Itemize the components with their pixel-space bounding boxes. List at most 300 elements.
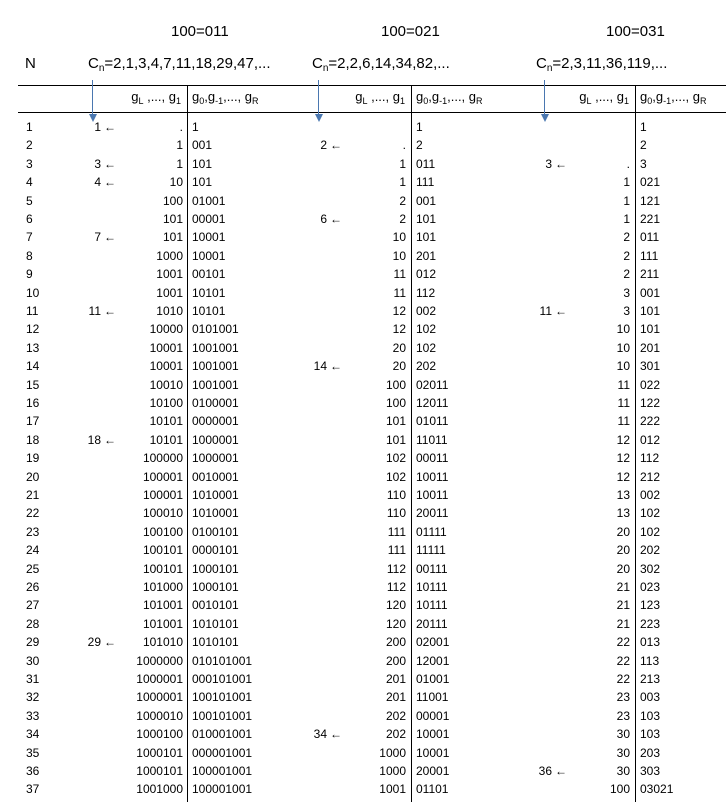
right-digits-cell: 001 — [640, 285, 661, 300]
right-digits-cell: 10101 — [192, 304, 226, 318]
right-digits-cell: 01001 — [416, 672, 450, 686]
table-row — [0, 541, 726, 559]
left-digits-cell: 10 — [392, 230, 406, 245]
table-row — [0, 155, 726, 173]
marked-value — [320, 139, 342, 151]
right-digits-cell: 1010001 — [192, 506, 239, 521]
left-digits-cell: 200 — [385, 653, 406, 668]
table-row — [0, 560, 726, 578]
left-digits-cell: 11 — [617, 414, 630, 429]
left-arrow-icon: ← — [104, 432, 116, 447]
right-digits-cell: 00101 — [192, 267, 226, 282]
left-digits-cell: 12 — [616, 451, 630, 466]
row-index: 34 — [26, 727, 40, 742]
left-digits-cell: 1 — [176, 156, 183, 171]
table-row — [0, 247, 726, 265]
left-digits-cell: 1 — [623, 175, 630, 190]
right-digits-cell: 103 — [640, 708, 661, 723]
table-row — [0, 265, 726, 283]
right-digits-cell: 100001001 — [192, 764, 253, 778]
marked-number: 4 — [94, 175, 101, 190]
table-row — [0, 394, 726, 412]
left-digits-cell: 1000010 — [136, 708, 183, 723]
left-digits-cell: 110 — [386, 506, 406, 521]
pointer-arrow-2 — [318, 80, 319, 115]
right-digits-cell: 201 — [640, 340, 661, 355]
left-digits-cell: 11 — [617, 396, 630, 410]
right-digits-cell: 101 — [192, 156, 213, 171]
table-row — [0, 707, 726, 725]
left-digits-cell: 100101 — [142, 561, 183, 576]
marked-value — [88, 636, 116, 648]
marked-number: 6 — [320, 212, 327, 226]
title-base-031: 100=031 — [606, 23, 665, 40]
right-digits-cell: 001 — [192, 138, 213, 153]
row-index: 10 — [26, 285, 40, 300]
table-row — [0, 192, 726, 210]
left-digits-cell: 1000100 — [136, 727, 183, 742]
left-digits-cell: 2 — [623, 248, 630, 263]
left-digits-cell: 1000 — [156, 248, 183, 263]
left-arrow-icon: ← — [104, 635, 116, 650]
marked-number: 11 — [539, 304, 552, 318]
left-digits-cell: 23 — [616, 690, 630, 705]
marked-value — [545, 158, 567, 170]
table-row — [0, 412, 726, 430]
right-digits-cell: 20111 — [416, 616, 448, 631]
left-arrow-icon: ← — [330, 359, 342, 374]
right-digits-cell: 0000101 — [192, 543, 239, 558]
right-digits-cell: 02011 — [416, 377, 449, 392]
left-arrow-icon: ← — [104, 156, 116, 171]
left-digits-cell: 21 — [616, 598, 630, 613]
row-index: 17 — [26, 414, 40, 429]
left-digits-cell: 12 — [392, 304, 406, 318]
right-digits-cell: 10011 — [416, 469, 449, 484]
left-digits-cell: 200 — [385, 635, 406, 650]
left-digits-cell: 101 — [385, 414, 406, 429]
right-digits-cell: 01101 — [416, 782, 449, 797]
left-digits-cell: 10010 — [149, 377, 183, 392]
right-digits-cell: 111 — [640, 248, 659, 263]
left-digits-cell: 1 — [623, 193, 630, 208]
table-row — [0, 633, 726, 651]
row-index: 35 — [26, 745, 40, 760]
left-digits-cell: 10100 — [149, 396, 183, 410]
marked-number: 11 — [88, 304, 101, 318]
row-index: 1 — [26, 120, 33, 134]
left-digits-cell: 22 — [616, 653, 630, 668]
table-row — [0, 762, 726, 780]
right-digits-cell: 102 — [640, 524, 661, 539]
marked-value — [314, 360, 342, 372]
right-digits-cell: 102 — [640, 506, 661, 521]
table-row — [0, 615, 726, 633]
left-arrow-icon: ← — [555, 156, 567, 171]
left-digits-cell: 202 — [385, 708, 406, 723]
left-digits-cell: 10 — [616, 359, 630, 374]
left-digits-cell: 1001 — [379, 782, 406, 797]
right-digits-cell: 101 — [416, 230, 437, 245]
left-digits-cell: 100101 — [142, 543, 183, 558]
table-row — [0, 357, 726, 375]
header-bottom-rule — [18, 112, 726, 113]
left-digits-cell: 11 — [393, 285, 406, 300]
right-digits-cell: 101 — [640, 304, 661, 318]
right-digits-cell: 1000001 — [192, 432, 239, 447]
right-digits-cell: 101 — [640, 322, 661, 337]
right-digits-cell: 000101001 — [192, 672, 253, 686]
header-right-digits-2: $g_0,g_{-1}$,..., $g_R$ — [416, 89, 483, 106]
right-digits-cell: 1000101 — [192, 580, 239, 594]
left-digits-cell: 1 — [623, 212, 630, 226]
left-arrow-icon: ← — [104, 175, 116, 190]
right-digits-cell: 10001 — [192, 230, 226, 245]
left-digits-cell: 22 — [616, 635, 630, 650]
left-digits-cell: 2 — [399, 193, 406, 208]
left-digits-cell: 101 — [162, 212, 183, 226]
row-index: 12 — [26, 322, 40, 337]
right-digits-cell: 2 — [640, 138, 647, 153]
left-digits-cell: . — [626, 156, 630, 171]
row-index: 26 — [26, 580, 40, 594]
marked-value — [88, 434, 116, 446]
right-digits-cell: 1 — [192, 120, 199, 134]
marked-number: 2 — [320, 138, 327, 153]
right-digits-cell: 113 — [640, 653, 660, 668]
n-label: N — [25, 55, 36, 72]
header-left-digits-2: $g_L$ ,..., $g_1$ — [355, 89, 405, 106]
row-index: 18 — [26, 432, 40, 447]
left-digits-cell: 120 — [385, 598, 406, 613]
marked-number: 7 — [94, 230, 101, 245]
row-index: 20 — [26, 469, 40, 484]
left-arrow-icon: ← — [555, 764, 567, 778]
left-digits-cell: 1000001 — [136, 690, 183, 705]
right-digits-cell: 303 — [640, 764, 661, 778]
right-digits-cell: 010101001 — [192, 653, 253, 668]
left-digits-cell: 3 — [623, 285, 630, 300]
right-digits-cell: 10101 — [192, 285, 226, 300]
left-digits-cell: 2 — [399, 212, 406, 226]
marked-number: 3 — [545, 156, 552, 171]
right-digits-cell: 223 — [640, 616, 661, 631]
table-row — [0, 670, 726, 688]
left-digits-cell: 13 — [616, 488, 630, 502]
left-digits-cell: 11 — [617, 377, 630, 392]
table-row — [0, 449, 726, 467]
row-index: 27 — [26, 598, 40, 613]
right-digits-cell: 1 — [416, 120, 423, 134]
table-row — [0, 725, 726, 743]
row-index: 5 — [26, 193, 33, 208]
row-index: 37 — [26, 782, 40, 797]
right-digits-cell: 0010101 — [192, 598, 239, 613]
right-digits-cell: 0101001 — [192, 322, 239, 337]
left-digits-cell: 102 — [385, 451, 406, 466]
row-index: 6 — [26, 212, 33, 226]
header-left-digits-3: $g_L$ ,..., $g_1$ — [579, 89, 629, 106]
left-digits-cell: 20 — [616, 543, 630, 558]
row-index: 7 — [26, 230, 33, 245]
table-row — [0, 486, 726, 504]
row-index: 8 — [26, 248, 33, 263]
table-row — [0, 431, 726, 449]
left-digits-cell: 100000 — [142, 451, 183, 466]
marked-value — [314, 728, 342, 740]
right-digits-cell: 00001 — [416, 708, 450, 723]
pointer-arrow-1 — [92, 80, 93, 115]
right-digits-cell: 102 — [416, 322, 437, 337]
left-digits-cell: 21 — [616, 616, 630, 631]
right-digits-cell: 2 — [416, 138, 423, 153]
left-digits-cell: 110 — [386, 488, 406, 502]
right-digits-cell: 201 — [416, 248, 437, 263]
left-digits-cell: 1 — [176, 138, 183, 153]
right-digits-cell: 122 — [640, 396, 661, 410]
marked-value — [539, 765, 567, 777]
left-digits-cell: 1000101 — [136, 745, 183, 760]
right-digits-cell: 0010001 — [192, 469, 239, 484]
right-digits-cell: 101 — [416, 212, 437, 226]
marked-value — [89, 305, 116, 317]
marked-number: 34 — [313, 727, 327, 742]
right-digits-cell: 02001 — [416, 635, 450, 650]
marked-number: 14 — [313, 359, 327, 374]
table-row — [0, 688, 726, 706]
left-arrow-icon: ← — [104, 120, 116, 134]
left-digits-cell: 102 — [385, 469, 406, 484]
row-index: 9 — [26, 267, 33, 282]
left-digits-cell: 101 — [162, 230, 183, 245]
table-row — [0, 376, 726, 394]
left-digits-cell: 11 — [393, 267, 406, 282]
left-digits-cell: 10 — [392, 248, 406, 263]
marked-value — [94, 158, 116, 170]
right-digits-cell: 01111 — [416, 524, 447, 539]
table-row — [0, 228, 726, 246]
right-digits-cell: 002 — [640, 488, 661, 502]
left-digits-cell: 20 — [616, 561, 630, 576]
formula-2: $C_n=2,2,6,14,34,82$,... — [312, 55, 450, 74]
left-digits-cell: . — [402, 138, 406, 153]
right-digits-cell: 12001 — [416, 653, 450, 668]
marked-number: 3 — [94, 156, 101, 171]
right-digits-cell: 12011 — [416, 396, 449, 410]
right-digits-cell: 10001 — [416, 745, 450, 760]
row-index: 23 — [26, 524, 40, 539]
right-digits-cell: 11001 — [416, 690, 449, 705]
left-digits-cell: 1 — [399, 156, 406, 171]
left-digits-cell: 101010 — [142, 635, 183, 650]
table-row — [0, 504, 726, 522]
left-digits-cell: 201 — [385, 690, 406, 705]
row-index: 11 — [26, 304, 39, 318]
table-row — [0, 780, 726, 798]
row-index: 4 — [26, 175, 33, 190]
left-arrow-icon: ← — [330, 138, 342, 153]
right-digits-cell: 213 — [640, 672, 661, 686]
row-index: 24 — [26, 543, 40, 558]
header-right-digits-3: $g_0,g_{-1}$,..., $g_R$ — [640, 89, 707, 106]
left-digits-cell: 100 — [162, 193, 183, 208]
marked-value — [94, 121, 116, 133]
right-digits-cell: 202 — [416, 359, 437, 374]
left-digits-cell: 30 — [616, 727, 630, 742]
left-arrow-icon: ← — [104, 230, 116, 245]
table-row — [0, 320, 726, 338]
left-digits-cell: 101000 — [142, 580, 183, 594]
right-digits-cell: 1000101 — [192, 561, 239, 576]
right-digits-cell: 01001 — [192, 193, 226, 208]
right-digits-cell: 203 — [640, 745, 661, 760]
right-digits-cell: 20011 — [416, 506, 449, 521]
header-right-digits-1: $g_0,g_{-1}$,..., $g_R$ — [192, 89, 259, 106]
right-digits-cell: 022 — [640, 377, 661, 392]
left-digits-cell: 12 — [616, 432, 630, 447]
right-digits-cell: 111 — [416, 175, 435, 190]
left-digits-cell: 12 — [616, 469, 630, 484]
left-digits-cell: 1 — [399, 175, 406, 190]
right-digits-cell: 0000001 — [192, 414, 239, 429]
right-digits-cell: 121 — [640, 193, 661, 208]
left-arrow-icon: ← — [555, 304, 567, 318]
left-digits-cell: 101001 — [142, 616, 183, 631]
left-digits-cell: 1010 — [156, 304, 183, 318]
left-digits-cell: 10101 — [149, 414, 183, 429]
row-index: 22 — [26, 506, 40, 521]
left-digits-cell: 1001000 — [136, 782, 183, 797]
right-digits-cell: 1010001 — [192, 488, 239, 502]
table-row — [0, 652, 726, 670]
right-digits-cell: 20001 — [416, 764, 450, 778]
left-digits-cell: 1001 — [156, 285, 183, 300]
table-row — [0, 136, 726, 154]
right-digits-cell: 001 — [416, 193, 437, 208]
right-digits-cell: 222 — [640, 414, 661, 429]
row-index: 21 — [26, 488, 40, 502]
left-digits-cell: 100001 — [142, 488, 183, 502]
left-digits-cell: 10001 — [149, 359, 183, 374]
right-digits-cell: 012 — [416, 267, 437, 282]
table-row — [0, 284, 726, 302]
right-digits-cell: 00111 — [416, 561, 448, 576]
marked-value — [540, 305, 567, 317]
row-index: 25 — [26, 561, 40, 576]
right-digits-cell: 1010101 — [192, 635, 239, 650]
marked-number: 18 — [87, 432, 101, 447]
left-digits-cell: 100 — [385, 396, 406, 410]
right-digits-cell: 011 — [416, 156, 436, 171]
right-digits-cell: 10011 — [416, 488, 449, 502]
right-digits-cell: 11011 — [416, 432, 448, 447]
left-digits-cell: 10 — [616, 340, 630, 355]
left-digits-cell: 10000 — [149, 322, 183, 337]
left-digits-cell: 1000 — [379, 764, 406, 778]
left-digits-cell: 20 — [392, 359, 406, 374]
marked-number: 36 — [538, 764, 552, 778]
right-digits-cell: 021 — [640, 175, 661, 190]
left-digits-cell: 100 — [609, 782, 630, 797]
right-digits-cell: 112 — [640, 451, 660, 466]
left-digits-cell: 1000101 — [136, 764, 183, 778]
left-digits-cell: 100100 — [142, 524, 183, 539]
left-digits-cell: 202 — [385, 727, 406, 742]
row-index: 29 — [26, 635, 40, 650]
left-digits-cell: 10 — [616, 322, 630, 337]
right-digits-cell: 011 — [640, 230, 660, 245]
row-index: 33 — [26, 708, 40, 723]
row-index: 13 — [26, 340, 40, 355]
right-digits-cell: 123 — [640, 598, 661, 613]
right-digits-cell: 1001001 — [192, 359, 239, 374]
left-digits-cell: 101001 — [142, 598, 183, 613]
right-digits-cell: 00001 — [192, 212, 226, 226]
right-digits-cell: 013 — [640, 635, 661, 650]
right-digits-cell: 1000001 — [192, 451, 239, 466]
left-digits-cell: 112 — [386, 561, 406, 576]
table-row — [0, 173, 726, 191]
row-index: 19 — [26, 451, 40, 466]
table-row — [0, 118, 726, 136]
left-digits-cell: 201 — [385, 672, 406, 686]
left-digits-cell: 10 — [169, 175, 183, 190]
left-digits-cell: 23 — [616, 708, 630, 723]
table-row — [0, 468, 726, 486]
right-digits-cell: 012 — [640, 432, 661, 447]
formula-3: $C_n=2,3,11,36,119$,... — [536, 55, 668, 74]
left-arrow-icon: ← — [330, 727, 342, 742]
table-row — [0, 578, 726, 596]
table-row — [0, 523, 726, 541]
right-digits-cell: 10001 — [416, 727, 450, 742]
left-digits-cell: 1000000 — [136, 653, 183, 668]
left-digits-cell: 112 — [386, 580, 406, 594]
right-digits-cell: 212 — [640, 469, 661, 484]
left-digits-cell: 10001 — [149, 340, 183, 355]
left-digits-cell: 111 — [387, 543, 406, 558]
left-digits-cell: 20 — [616, 524, 630, 539]
row-index: 15 — [26, 377, 40, 392]
left-digits-cell: 10101 — [149, 432, 183, 447]
right-digits-cell: 023 — [640, 580, 661, 594]
right-digits-cell: 100101001 — [192, 690, 253, 705]
left-digits-cell: 20 — [392, 340, 406, 355]
right-digits-cell: 10001 — [192, 248, 226, 263]
right-digits-cell: 103 — [640, 727, 661, 742]
right-digits-cell: 1010101 — [192, 616, 239, 631]
left-arrow-icon: ← — [104, 304, 116, 318]
left-digits-cell: 13 — [616, 506, 630, 521]
left-digits-cell: 1001 — [156, 267, 183, 282]
right-digits-cell: 10111 — [416, 598, 448, 613]
left-digits-cell: 100010 — [142, 506, 183, 521]
left-digits-cell: 12 — [392, 322, 406, 337]
left-digits-cell: 22 — [616, 672, 630, 686]
marked-value — [94, 176, 116, 188]
row-index: 30 — [26, 653, 40, 668]
left-digits-cell: 30 — [616, 745, 630, 760]
right-digits-cell: 3 — [640, 156, 647, 171]
left-digits-cell: 1000001 — [136, 672, 183, 686]
table-row — [0, 210, 726, 228]
right-digits-cell: 301 — [640, 359, 661, 374]
right-digits-cell: 112 — [416, 285, 436, 300]
right-digits-cell: 102 — [416, 340, 437, 355]
right-digits-cell: 10111 — [416, 580, 448, 594]
left-arrow-icon: ← — [330, 212, 342, 226]
row-index: 31 — [26, 672, 40, 686]
